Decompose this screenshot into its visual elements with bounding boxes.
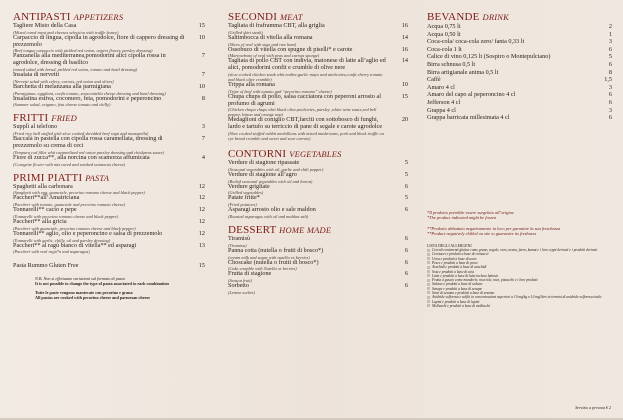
drink-item: [427, 23, 612, 31]
item-name: Panzanella alla mediterranea,pomodorini alici cipolla rossa in agrodolce, dressing di basilico: [13, 52, 166, 67]
menu-item: [13, 243, 205, 255]
item-description: (Paccheri with guanciale, pecorino romano cheese and black pepper): [13, 225, 136, 231]
allergen-icon: [427, 287, 430, 290]
item-name: Paccheri**all’Amatriciana: [13, 194, 80, 202]
primi-heading: PRIMI PIATTI PASTA: [13, 171, 110, 184]
contorni-heading: CONTORNI VEGETABLES: [228, 147, 342, 160]
drink-price: 8: [608, 68, 612, 76]
item-name: Saltimbocca di vitella alla romana: [228, 33, 313, 41]
item-price: 6: [404, 270, 408, 278]
bevande-section: [427, 12, 612, 122]
item-price: 12: [198, 206, 205, 214]
right-column: [427, 12, 612, 308]
item-name: Supplì al telefono: [13, 123, 57, 131]
drink-item: [427, 38, 612, 46]
drink-name: Amaro del capo al peperoncino 4 cl: [427, 91, 516, 99]
dessert-section: [228, 225, 408, 295]
drink-price: 6: [608, 114, 612, 122]
drink-item: [427, 46, 612, 54]
contorni-list: [228, 160, 408, 219]
allergen-text: Molluschi e prodotti a base di molluschi: [432, 303, 490, 308]
allergen-items: [427, 248, 612, 308]
item-price: 6: [404, 182, 408, 190]
allergen-icon: [427, 249, 430, 252]
item-description: (Tripe of beef with tomato and “pecorino romano” cheese): [228, 88, 332, 94]
drink-name: Coca-cola/ coca-cola zero/ fanta 0,33 lt: [427, 38, 525, 46]
item-name: Chupa chups di pollo, salsa cacciatora con peperoni arrosto al profumo di agrumi: [228, 92, 381, 107]
item-name: Panna cotta (nutella o frutti di bosco*): [228, 246, 324, 254]
item-description: (Mixed cured meat and cheeses selection with truffle honey): [13, 29, 119, 35]
allergen-icon: [427, 279, 430, 282]
menu-item: [228, 117, 408, 141]
drink-name: Amaro 4 cl: [427, 83, 455, 91]
drink-item: [427, 76, 612, 84]
service-charge: Servizio a persona € 2: [575, 405, 611, 410]
item-name: Medaglioni di coniglio CBT,farciti con sottobosco di funghi, lardo e tartufo su terriccio di pane di segale e carote agrodolce: [228, 116, 383, 131]
secondi-list: [228, 23, 408, 141]
item-price: 7: [201, 70, 205, 78]
drink-item: [427, 91, 612, 99]
drink-price: 3: [608, 106, 612, 114]
menu-item: [13, 84, 205, 96]
allergen-text: Senape e prodotti a base di senape: [432, 286, 482, 291]
frozen-note-it: *Il prodotto potrebbe essere surgelato all’origine: [427, 209, 514, 215]
item-price: 6: [404, 282, 408, 290]
pasta-notes: [13, 276, 205, 300]
item-description: (Summer salad, origano, feta cheese tomato and chilly): [13, 102, 111, 108]
item-price: 5: [404, 194, 408, 202]
allergen-text: Uova e prodotti a base di uova: [432, 256, 477, 261]
drink-price: 1: [608, 30, 612, 38]
item-description: (slow cooked chicken steak whit endive,garlic mayo and anchovies,confit cherry tomato and black olive crumble): [228, 71, 383, 82]
allergen-text: Crostacei e prodotti a base di crostacei: [432, 252, 489, 257]
frozen-note-en: *The product indicated might be frozen: [427, 214, 497, 220]
item-description: (Slices of veal with sage and raw ham): [228, 41, 297, 47]
item-name: Tiramisù: [228, 234, 251, 242]
allergen-icon: [427, 304, 430, 307]
item-price: 15: [401, 92, 408, 100]
allergen-text: Frutta a guscio come mandorle, nocciole, noci, pistacchi e i loro prodotti: [432, 278, 538, 283]
item-price: 14: [401, 57, 408, 65]
allergen-icon: [427, 274, 430, 277]
chilled-note-it: **Prodotto abbattuto negativamente in loco per garantire la sua freschezza: [427, 225, 561, 231]
item-name: Verdure di stagione all’agro: [228, 170, 297, 178]
menu-item: [228, 160, 408, 172]
drink-name: Acqua 0,50 lt: [427, 30, 461, 38]
frozen-notes: [427, 210, 612, 236]
item-price: 16: [401, 22, 408, 29]
allergen-icon: [427, 270, 430, 273]
item-name: Spaghetti alla carbonara: [13, 182, 73, 190]
allergen-icon: [427, 296, 430, 299]
item-price: 7: [201, 135, 205, 143]
allergen-list: [427, 244, 612, 308]
item-name: Tagliere Misto della Casa: [13, 22, 77, 29]
menu-item: [228, 82, 408, 94]
item-price: 14: [401, 33, 408, 41]
allergen-icon: [427, 261, 430, 264]
gluten-free-item: [13, 263, 205, 270]
item-name: Frutta di stagione: [228, 270, 272, 278]
drink-price: 6: [608, 98, 612, 106]
drink-price: 3: [608, 83, 612, 91]
drink-price: 6: [608, 60, 612, 68]
item-price: 6: [404, 206, 408, 214]
item-description: (cream milk and sugar with nutella or berries): [228, 254, 310, 260]
item-price: 12: [198, 217, 205, 225]
menu-item: [13, 219, 205, 231]
item-description: (Slow cooked stuffed rabbit medallions with mixed mushrooms, pork and black truffle on rye bread crumble and sweet and sour carrots): [228, 130, 384, 141]
drink-price: 5: [608, 53, 612, 61]
bevande-list: [427, 23, 612, 122]
item-description: (Beef tongue carpaccio with pickled red onion, capers flower, parsley dressing): [13, 48, 153, 54]
item-description: (Grilled vegetables): [228, 190, 264, 196]
drink-price: 6: [608, 91, 612, 99]
item-name: Insalata di nervetti: [13, 70, 60, 78]
drink-item: [427, 31, 612, 39]
item-price: 6: [404, 258, 408, 266]
item-description: (Paccheri with tomato, guanciale and pecorino romano cheese): [13, 202, 126, 208]
item-price: 10: [401, 80, 408, 88]
allergen-text: Arachidi e prodotti a base di arachidi: [432, 265, 487, 270]
primi-list: [13, 184, 205, 255]
drink-name: Calice di vino 0,125 lt (Sospiro o Montepulciano): [427, 53, 551, 61]
item-price: 12: [198, 229, 205, 237]
secondi-section: [228, 12, 408, 141]
drink-item: [427, 69, 612, 77]
item-description: (Fried potatoes): [228, 202, 257, 208]
menu-item: [13, 53, 205, 72]
menu-item: [13, 136, 205, 155]
item-price: 5: [404, 158, 408, 166]
allergen-icon: [427, 300, 430, 303]
item-price: 7: [201, 52, 205, 60]
fritti-heading: FRITTI FRIED: [13, 112, 77, 125]
item-name: Verdure di stagione ripassate: [228, 158, 300, 166]
menu-item: [228, 236, 408, 248]
secondi-heading: SECONDI MEAT: [228, 11, 303, 23]
drink-name: Birra artigianale anima 0,5 lt: [427, 68, 499, 76]
note-line-1: N.B. Non si effettuano variazioni sul formato di pasta: [35, 276, 125, 282]
menu-item: [13, 96, 205, 108]
item-price: 13: [198, 241, 205, 249]
allergen-row: [427, 304, 612, 308]
item-description: (Tempura cod fillet whit caramelized red onion parsley dressing and chickpeas sauce): [13, 149, 165, 155]
item-description: (Season fruit): [228, 278, 253, 284]
chilled-note-en: **Product negatively chilled on site to guarantee its freshness: [427, 230, 537, 236]
item-name: Choscake (nutella o frutti di bosco*): [228, 258, 319, 266]
item-name: Fiore di zucca**, alla norcina con scamorza affumicata: [13, 153, 150, 161]
item-description: (Spaghetti with egg, guanciale, pecorino romano cheese and black pepper): [13, 190, 145, 196]
item-name: Tonnarelli** aglio, olio e peperoncino e salsa di prezzemolo: [13, 229, 163, 237]
allergen-text: Semi di sesamo e prodotti a base di sesamo: [432, 290, 495, 295]
drink-item: [427, 99, 612, 107]
allergen-icon: [427, 291, 430, 294]
drink-name: Coca-cola 1 lt: [427, 45, 462, 53]
drink-price: 2: [608, 23, 612, 30]
note-line-3: Tutte le paste vengono mantecate con pecorino e grana: [35, 290, 133, 296]
item-description: (Grilled skirt steak): [228, 29, 263, 35]
menu-item: [13, 231, 205, 243]
item-price: 5: [404, 170, 408, 178]
allergen-title: LISTA DEGLI ALLERGENI: [427, 243, 472, 248]
drink-item: [427, 53, 612, 61]
drink-name: Grappa barricata millesimata 4 cl: [427, 114, 510, 122]
drink-price: 1,5: [604, 76, 612, 84]
item-description: (Nervetti salad with celery, carrots, red onion and olives): [13, 78, 114, 84]
item-description: (Courgette flower with miz cured and smoked scamorza cheese): [13, 161, 126, 167]
item-name: Tagliata di fraframma CBT, alla griglia: [228, 22, 325, 29]
menu-item: [13, 155, 205, 167]
item-name: Paccheri** alla gricia: [13, 217, 67, 225]
left-column: [13, 12, 205, 300]
item-description: (mixed salad with bread, pickled red onion, tomato and basil dressing): [13, 66, 138, 72]
item-price: 6: [404, 246, 408, 254]
item-price: 15: [198, 262, 205, 270]
item-name: Baccalà in pastella con cipolla rossa caramellata, dressing di prezzemolo su crema di ceci: [13, 135, 163, 149]
allergen-text: Anidride solforosa e solfiti in concentrazioni superiori a 10 mg/kg o 10 mg/litro in termini di anidride solforosa totale: [432, 295, 602, 300]
fritti-list: [13, 124, 205, 166]
item-name: Tagliata di pollo CBT con indivia, maionese di latte all’aglio ed alici, pomodorini confit e crumble di olive nere: [228, 57, 386, 72]
allergen-text: Cereali contenenti glutine come grano, segale, orzo, avena, farro, kamut e i loro ceppi derivati e i prodotti derivati: [432, 248, 598, 253]
menu-item: [13, 35, 205, 54]
drink-item: [427, 61, 612, 69]
menu-item: [228, 283, 408, 295]
drink-item: [427, 107, 612, 115]
bevande-heading: BEVANDE DRINK: [427, 11, 509, 23]
note-line-2: It is not possible to change the type of pasta associated to each combination: [35, 281, 169, 287]
item-description: (Marrowbone of veal with peas and carrots sponge): [228, 53, 320, 59]
menu-item: [228, 94, 408, 118]
allergen-text: Latte e prodotti a base di latte incluso lattosio: [432, 273, 499, 278]
item-name: Insalatina estiva, cocomero, feta, pomodorini e peperoncino: [13, 94, 162, 102]
drink-price: 3: [608, 38, 612, 46]
menu-item: [228, 58, 408, 82]
drink-item: [427, 114, 612, 122]
item-name: Patate fritte*: [228, 194, 260, 202]
note-line-4: All pastas are cooked with pecorino cheese and parmesan cheese: [35, 295, 150, 301]
antipasti-list: [13, 23, 205, 107]
item-name: Paccheri** al ragù bianco di vitella** ed asparagi: [13, 241, 137, 249]
menu-item: [228, 172, 408, 184]
menu-item: [228, 35, 408, 47]
menu-item: [228, 248, 408, 260]
item-description: (Fried rice ball stuffed with slow cooked shredded beef ragù and mozzarella): [13, 131, 149, 137]
fritti-section: [13, 113, 205, 166]
item-price: 16: [401, 45, 408, 53]
primi-section: [13, 173, 205, 271]
antipasti-section: [13, 12, 205, 107]
allergen-text: Pesce e prodotti a base di pesce: [432, 260, 478, 265]
drink-price: 6: [608, 45, 612, 53]
item-description: (Parmigiana, eggplant, confit tomato, stracciatella cheese dressing and basil dressing): [13, 90, 166, 96]
middle-column: [228, 12, 408, 301]
contorni-section: [228, 149, 408, 219]
item-name: Asparagi arrosto olio e sale maldon: [228, 206, 316, 214]
item-name: Pasta Rummo Gluten Free: [13, 262, 79, 270]
drink-item: [427, 84, 612, 92]
item-description: (Tonnarelli with pecorino romano cheese and black pepper): [13, 213, 119, 219]
item-price: 12: [198, 194, 205, 202]
dessert-list: [228, 236, 408, 295]
drink-name: Jefferson 4 cl: [427, 98, 461, 106]
item-name: Verdure grigliate: [228, 182, 270, 190]
item-price: 3: [201, 123, 205, 131]
item-description: (Cake crumble with Nutella or berries): [228, 266, 297, 272]
drink-name: Caffè: [427, 76, 441, 84]
allergen-text: Soia e prodotti a base di soia: [432, 269, 474, 274]
item-name: Trippa alla romana: [228, 80, 275, 88]
item-price: 8: [201, 94, 205, 102]
item-description: (Roasted asparagus with oil and maldon salt): [228, 213, 309, 219]
item-name: Sorbetto: [228, 282, 249, 290]
allergen-text: Sedano e prodotti a base di sedano: [432, 282, 483, 287]
drink-name: Acqua 0,75 lt: [427, 23, 461, 30]
allergen-icon: [427, 266, 430, 269]
item-name: Barchetta di melanzana alla parmigiana: [13, 82, 111, 90]
allergen-icon: [427, 257, 430, 260]
item-price: 10: [198, 82, 205, 90]
item-name: Ossobuco di vitella con spugne di piselli* e carote: [228, 45, 353, 53]
menu-item: [13, 72, 205, 84]
dessert-heading: DESSERT HOME MADE: [228, 223, 332, 236]
antipasti-heading: ANTIPASTI APPETIZERS: [13, 11, 124, 23]
item-description: (Paccheri with veal ragù*n and asparagus): [13, 249, 90, 255]
allergen-icon: [427, 283, 430, 286]
item-description: (Chicken chupa chups whit black olive,anchovies, parsley ,white wine sauce,red bell pepper, lemon and orange zest): [228, 107, 377, 118]
item-price: 20: [401, 116, 408, 124]
allergen-icon: [427, 253, 430, 256]
item-description: (Tonnarelli with garlic, chilly, oil and parsley dressing): [13, 237, 111, 243]
item-name: Carpaccio di lingua, cipolla in agrodolce, fiore di cappero dressing di prezzemolo: [13, 33, 185, 48]
item-price: 10: [198, 33, 205, 41]
item-description: (Boiled seasonal vegetables with oil and lemon): [228, 178, 313, 184]
allergen-text: Lupini e prodotti a base di lupini: [432, 299, 480, 304]
item-description: (Lemon sorbet): [228, 289, 255, 295]
drink-name: Grappa 4 cl: [427, 106, 456, 114]
item-description: (Seasonal vegetables with oil, garlic and chili pepper): [228, 166, 324, 172]
item-price: 6: [404, 234, 408, 242]
item-price: 12: [198, 182, 205, 190]
menu-item: [228, 207, 408, 219]
item-name: Tonnarelli** cacio e pepe: [13, 206, 77, 214]
menu-item: [228, 271, 408, 283]
item-description: (Tiramisu): [228, 242, 247, 248]
item-price: 4: [201, 153, 205, 161]
drink-name: Birra schnusa 0,5 lt: [427, 60, 476, 68]
item-price: 15: [198, 22, 205, 29]
